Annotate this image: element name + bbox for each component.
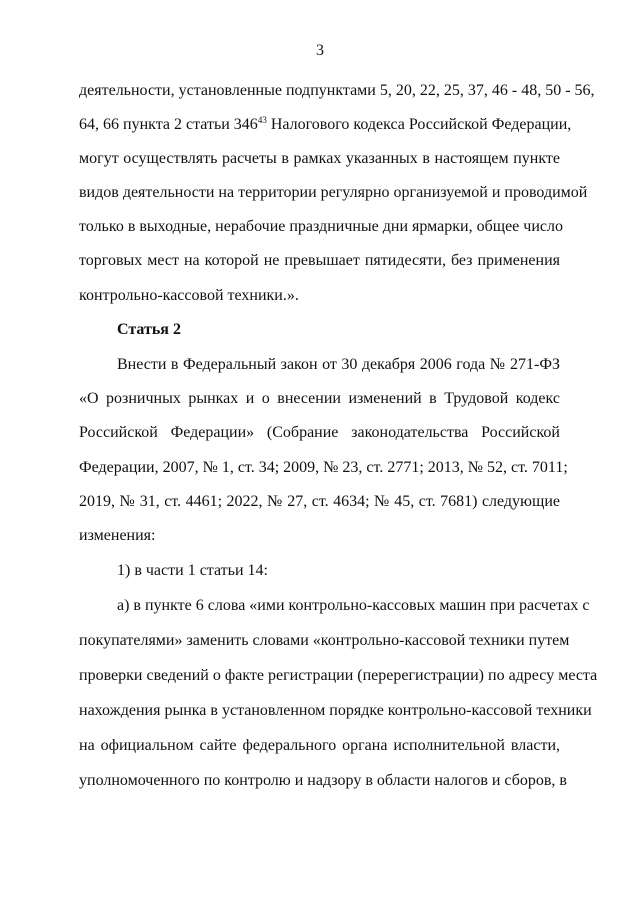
- list-item: 1) в части 1 статьи 14:: [117, 562, 268, 579]
- paragraph-line: проверки сведений о факте регистрации (перерегистрации) по адресу места: [79, 667, 598, 684]
- paragraph-line: 2019, № 31, ст. 4461; 2022, № 27, ст. 4634; № 45, ст. 7681) следующие: [79, 493, 560, 510]
- paragraph-line: нахождения рынка в установленном порядке контрольно-кассовой техники: [79, 702, 592, 719]
- paragraph-line: «О розничных рынках и о внесении изменений в Трудовой кодекс: [79, 390, 560, 407]
- page-number: 3: [316, 42, 324, 59]
- paragraph-line: покупателями» заменить словами «контрольно-кассовой техники путем: [79, 632, 570, 649]
- paragraph-line: Российской Федерации» (Собрание законодательства Российской: [79, 424, 560, 441]
- article-heading: Статья 2: [117, 321, 181, 338]
- superscript: 43: [257, 115, 267, 125]
- text-segment: Налогового кодекса Российской Федерации,: [266, 116, 572, 133]
- paragraph-line: могут осуществлять расчеты в рамках указанных в настоящем пункте: [79, 150, 560, 167]
- paragraph-line: а) в пункте 6 слова «ими контрольно-кассовых машин при расчетах с: [117, 597, 590, 614]
- paragraph-line: Федерации, 2007, № 1, ст. 34; 2009, № 23, ст. 2771; 2013, № 52, ст. 7011;: [79, 459, 568, 476]
- paragraph-line: деятельности, установленные подпунктами 5, 20, 22, 25, 37, 46 - 48, 50 - 56,: [79, 82, 595, 99]
- paragraph-line: уполномоченного по контролю и надзору в области налогов и сборов, в: [79, 772, 567, 789]
- paragraph-line: Внести в Федеральный закон от 30 декабря 2006 года № 271-ФЗ: [117, 356, 560, 373]
- paragraph-line: контрольно-кассовой техники.».: [79, 287, 299, 304]
- paragraph-line: торговых мест на которой не превышает пятидесяти, без применения: [79, 252, 560, 269]
- paragraph-line: на официальном сайте федерального органа исполнительной власти,: [79, 737, 560, 754]
- text-segment: 64, 66 пункта 2 статьи 346: [79, 116, 258, 133]
- paragraph-line: только в выходные, нерабочие праздничные дни ярмарки, общее число: [79, 218, 563, 235]
- paragraph-line: [79, 115, 572, 135]
- paragraph-line: видов деятельности на территории регулярно организуемой и проводимой: [79, 184, 588, 201]
- paragraph-line: изменения:: [79, 527, 156, 544]
